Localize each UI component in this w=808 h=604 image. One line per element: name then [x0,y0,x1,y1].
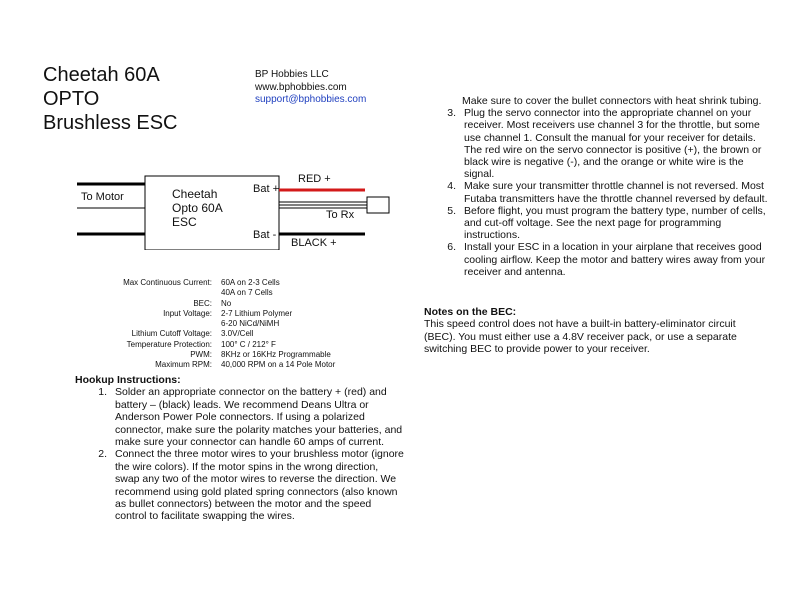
wiring-diagram [75,170,405,250]
spec-label: Max Continuous Current: [123,278,212,287]
bat-plus-label: Bat + [253,183,279,195]
spec-row [80,360,421,370]
spec-label: Lithium Cutoff Voltage: [131,329,212,339]
item-text: Plug the servo connector into the appropriate channel on your receiver. Most receivers use channel 3 for the throttle, but some use channel 1. Consult the manual for your receiver for details. The red wire on the servo connector is positive (+), the brown or black wire is negative (-), and the orange or white wire is the signal. [464,107,762,181]
spec-label: BEC: [193,298,212,308]
spec-label [80,288,221,298]
hookup-section [75,374,405,523]
item-number: 6. [447,241,456,254]
document-title [43,63,178,135]
hookup-list [75,386,405,522]
item-text: Make sure your transmitter throttle channel is not reversed. Most Futaba transmitters have the throttle channel reversed by default. [464,180,768,205]
spec-value: 2-7 Lithium Polymer [221,308,293,318]
item-text: Install your ESC in a location in your airplane that receives good cooling airflow. Keep the motor and battery wires away from your receiver and antenna. [464,241,766,278]
item-number: 4. [447,180,456,193]
instructions-list [424,107,769,278]
spec-row [80,299,421,309]
notes-heading: Notes on the BEC: [424,306,517,318]
item-text: Solder an appropriate connector on the battery + (red) and battery – (black) leads. We recommend Deans Ultra or Anderson Power Pole connectors. If using a polarized connector, make sure the polarity matches your batteries, and make sure your connector can handle 60 amps of current. [115,386,403,449]
item-text: Before flight, you must program the battery type, number of cells, and cut-off voltage. See the next page for programming instructions. [464,204,766,242]
list-item [424,180,769,204]
spec-label: Maximum RPM: [155,360,212,370]
black-label: BLACK + [291,237,337,249]
to-rx-label: To Rx [326,209,355,221]
spec-row [80,329,421,339]
spec-value: 100° C / 212° F [221,339,276,349]
spec-label: Temperature Protection: [126,339,212,349]
red-label: RED + [298,173,331,185]
spec-value: 8KHz or 16KHz Programmable [221,350,331,360]
spec-value: 6-20 NiCd/NiMH [221,319,280,329]
servo-connector [367,197,389,213]
company-info [255,69,366,107]
item-number: 2. [98,448,107,461]
website: www.bphobbies.com [255,81,347,93]
item-number: 1. [98,386,107,399]
spec-value: 3.0V/Cell [221,329,254,339]
spec-value: No [221,298,232,308]
hookup-heading: Hookup Instructions: [75,374,181,386]
spec-value: 40A on 7 Cells [221,288,273,298]
spec-row [80,340,421,350]
esc-label-line: ESC [172,215,197,229]
spec-row [80,319,421,329]
spec-table [80,278,421,371]
support-email[interactable]: support@bphobbies.com [255,94,367,105]
notes-text: This speed control does not have a built-in battery-eliminator circuit (BEC). You must either use a 4.8V receiver pack, or use a separate switching BEC to provide power to your receiver. [424,318,737,355]
spec-label: Input Voltage: [163,308,212,318]
title-line: OPTO [43,88,100,110]
title-line: Brushless ESC [43,112,178,134]
spec-label [80,319,221,329]
list-item [75,386,405,448]
list-item [75,448,405,522]
company-name: BP Hobbies LLC [255,69,329,80]
list-item [424,107,769,180]
spec-row [80,309,421,319]
item-number: 5. [447,204,456,217]
spec-row [80,350,421,360]
spec-row [80,278,421,288]
to-motor-label: To Motor [81,191,124,203]
spec-label: PWM: [190,350,212,360]
esc-label-line: Cheetah [172,187,218,201]
list-item [424,241,769,278]
esc-label-line: Opto 60A [172,201,223,215]
continuation-text: Make sure to cover the bullet connectors with heat shrink tubing. [462,95,762,107]
notes-section [424,306,769,355]
item-number: 3. [447,107,456,120]
spec-value: 60A on 2-3 Cells [221,278,280,287]
right-column [424,95,769,278]
bat-minus-label: Bat - [253,229,277,241]
item-text: Connect the three motor wires to your brushless motor (ignore the wire colors). If the motor spins in the wrong direction, swap any two of the motor wires to reverse the direction. We recommend using gold plated spring connectors (also known as bullet connectors) between the motor and the speed control to facilitate swapping the wires. [115,448,404,523]
spec-row [80,288,421,298]
list-item [424,205,769,242]
title-line: Cheetah 60A [43,64,160,86]
spec-value: 40,000 RPM on a 14 Pole Motor [221,360,336,370]
